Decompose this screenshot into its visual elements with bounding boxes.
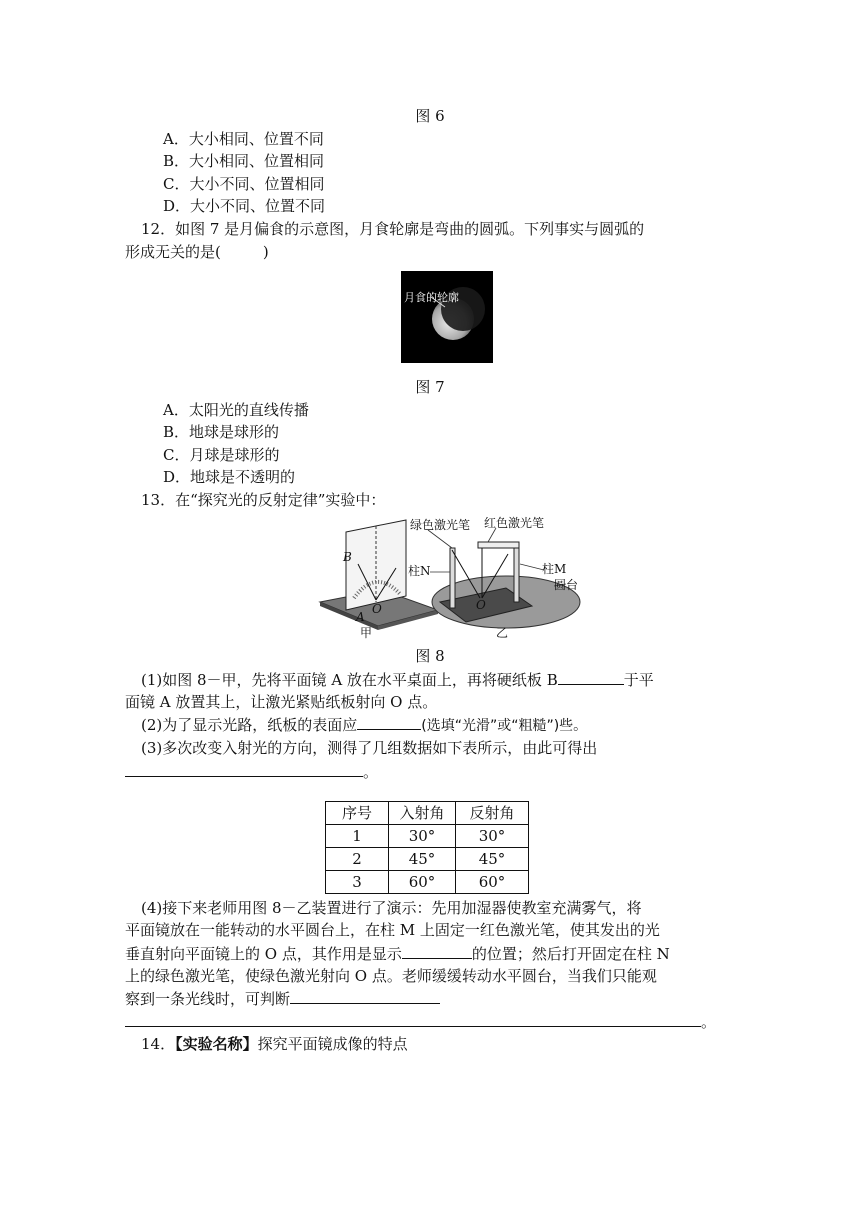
q12-stem-line1: 12．如图 7 是月偏食的示意图，月食轮廓是弯曲的圆弧。下列事实与圆弧的 (141, 220, 645, 238)
table-header-row (326, 802, 529, 825)
table-header-cell: 入射角 (389, 802, 456, 825)
table-cell: 3 (326, 871, 389, 894)
fig8-label-yi: 乙 (496, 626, 509, 640)
q13-part2 (141, 713, 587, 737)
q11-option-b: B．大小相同、位置相同 (163, 152, 325, 170)
q13-part4-line6 (125, 1010, 716, 1033)
table-cell: 60° (456, 871, 529, 894)
answer-blank-4[interactable] (402, 942, 472, 959)
q12-option-a: A．太阳光的直线传播 (163, 401, 309, 419)
q14-experiment-tag: 【实验名称】 (175, 1035, 258, 1053)
q12-option-b: B．地球是球形的 (163, 423, 280, 441)
q12-paren-close: ) (262, 243, 269, 261)
q14-number: 14． (141, 1035, 176, 1053)
answer-blank-1[interactable] (558, 668, 624, 685)
q13-part3-line2 (125, 760, 378, 783)
fig8-label-platform: 圆台 (554, 578, 579, 592)
fig8-label-b: B (343, 550, 352, 564)
q13-part4-line4: 上的绿色激光笔，使绿色激光射向 O 点。老师缓缓转动水平圆台，当我们只能观 (125, 967, 657, 985)
reflection-angle-table (325, 801, 529, 894)
table-cell: 60° (389, 871, 456, 894)
table-cell: 1 (326, 825, 389, 848)
fig7-caption: 图 7 (415, 378, 445, 396)
answer-blank-5-continued[interactable] (125, 1010, 701, 1027)
q12-stem-line2 (125, 241, 269, 263)
eclipse-outline-label: 月食的轮廓 (404, 291, 459, 304)
q12-option-d: D．地球是不透明的 (163, 468, 296, 486)
table-cell: 45° (456, 848, 529, 871)
fig8-caption: 图 8 (415, 647, 445, 665)
moon-graphic (401, 271, 493, 363)
q13-part1-line2: 面镜 A 放置其上，让激光紧贴纸板射向 O 点。 (125, 693, 438, 711)
table-cell: 2 (326, 848, 389, 871)
figure-8 (318, 514, 582, 640)
q13-part3-period: 。 (363, 763, 379, 781)
q11-option-d: D．大小不同、位置不同 (163, 197, 326, 215)
fig6-caption: 图 6 (415, 107, 445, 125)
q13-part4-line5 (125, 987, 440, 1010)
fig8-label-o2: O (476, 598, 486, 612)
q13-part2-text-a: (2)为了显示光路，纸板的表面应 (141, 716, 358, 734)
table-row (326, 871, 529, 894)
q14-heading (141, 1033, 408, 1055)
table-row (326, 825, 529, 848)
q13-part4-text-b: 的位置；然后打开固定在柱 N (471, 945, 670, 963)
q13-part1-text-a: (1)如图 8－甲，先将平面镜 A 放在水平桌面上，再将硬纸板 B (141, 671, 558, 689)
table-cell: 45° (389, 848, 456, 871)
fig8-label-post-n: 柱N (408, 564, 431, 578)
q13-part1-text-b: 于平 (623, 671, 654, 689)
q13-stem: 13．在“探究光的反射定律”实验中： (141, 491, 386, 509)
table-header-cell: 反射角 (456, 802, 529, 825)
q13-part4-line2: 平面镜放在一能转动的水平圆台上，在柱 M 上固定一红色激光笔，使其发出的光 (125, 921, 660, 939)
fig8-label-green-laser: 绿色激光笔 (410, 518, 471, 532)
table-row (326, 848, 529, 871)
fig8-label-jia: 甲 (360, 626, 373, 640)
fig8-label-o: O (372, 602, 382, 616)
q13-part4-text-a: 垂直射向平面镜上的 O 点，其作用是显示 (125, 945, 402, 963)
fig8-label-a: A (356, 610, 365, 624)
q12-stem-text: 形成无关的是( (125, 243, 221, 261)
fig8-label-red-laser: 红色激光笔 (484, 516, 545, 530)
q11-option-c: C．大小不同、位置相同 (163, 175, 325, 193)
lunar-eclipse-photo (401, 271, 493, 363)
q13-part1-line1 (141, 668, 654, 691)
q13-part4-period: 。 (701, 1013, 717, 1031)
table-cell: 30° (456, 825, 529, 848)
answer-blank-3[interactable] (125, 760, 363, 777)
answer-blank-5[interactable] (290, 987, 440, 1004)
fig8-label-post-m: 柱M (542, 562, 567, 576)
q14-experiment-name: 探究平面镜成像的特点 (257, 1035, 408, 1053)
q11-option-a: A．大小相同、位置不同 (163, 130, 324, 148)
table-header-cell: 序号 (326, 802, 389, 825)
q13-part2-text-b: (选填“光滑”或“粗糙”)些。 (421, 718, 588, 734)
q13-part4-line1: (4)接下来老师用图 8－乙装置进行了演示：先用加湿器使教室充满雾气，将 (141, 899, 642, 917)
q13-part4-text-c: 察到一条光线时，可判断 (125, 990, 291, 1008)
q13-part4-line3 (125, 942, 670, 965)
table-cell: 30° (389, 825, 456, 848)
answer-blank-2[interactable] (357, 713, 421, 730)
q13-part3-line1: (3)多次改变入射光的方向，测得了几组数据如下表所示，由此可得出 (141, 739, 598, 757)
q12-option-c: C．月球是球形的 (163, 446, 280, 464)
